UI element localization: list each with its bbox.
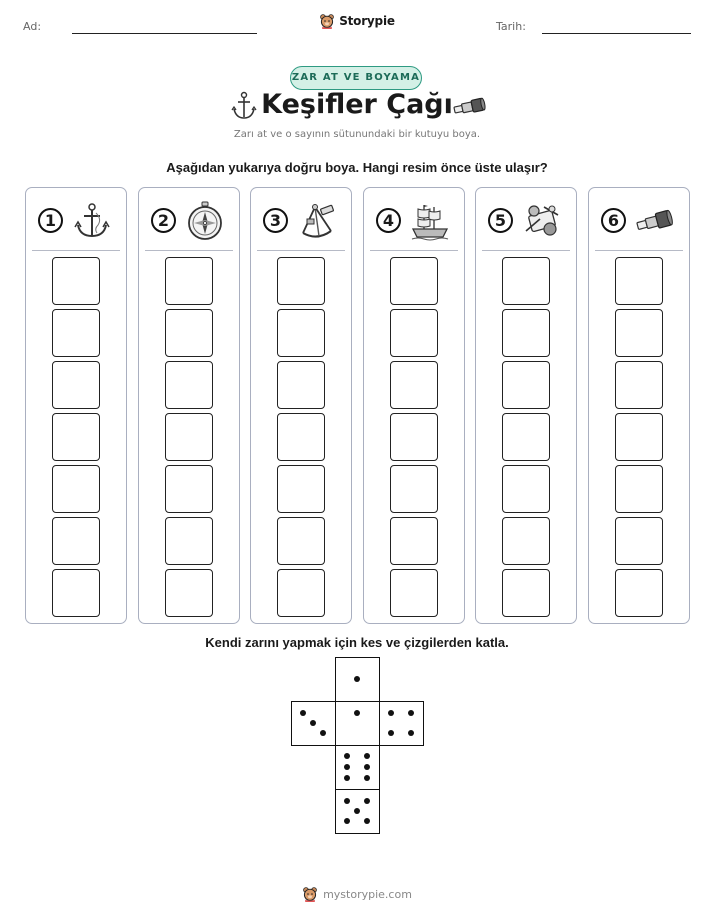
subtitle: Zarı at ve o sayının sütunundaki bir kutuyu boya. bbox=[233, 129, 481, 140]
spyglass-icon bbox=[635, 201, 675, 241]
pip bbox=[300, 710, 306, 716]
color-box[interactable] bbox=[165, 309, 213, 357]
column-6 bbox=[588, 187, 690, 624]
color-box[interactable] bbox=[615, 413, 663, 461]
die-face-1 bbox=[335, 657, 380, 702]
color-box[interactable] bbox=[615, 309, 663, 357]
die-face-4 bbox=[379, 701, 424, 746]
color-box[interactable] bbox=[390, 361, 438, 409]
color-box[interactable] bbox=[390, 309, 438, 357]
pip bbox=[364, 764, 370, 770]
color-box[interactable] bbox=[277, 413, 325, 461]
color-box[interactable] bbox=[390, 257, 438, 305]
color-box[interactable] bbox=[390, 569, 438, 617]
column-number: 2 bbox=[151, 208, 176, 233]
color-box[interactable] bbox=[615, 569, 663, 617]
column-1 bbox=[25, 187, 127, 624]
die-face-6 bbox=[335, 745, 380, 790]
pip bbox=[344, 775, 350, 781]
pip bbox=[354, 710, 360, 716]
pip bbox=[320, 730, 326, 736]
column-divider bbox=[482, 250, 570, 251]
ship-icon bbox=[410, 201, 450, 241]
color-box[interactable] bbox=[165, 465, 213, 513]
pip bbox=[344, 798, 350, 804]
color-box[interactable] bbox=[502, 465, 550, 513]
pip bbox=[364, 818, 370, 824]
pip bbox=[354, 808, 360, 814]
brand-name: Storypie bbox=[339, 14, 395, 28]
color-box[interactable] bbox=[52, 413, 100, 461]
compass-icon bbox=[185, 201, 225, 241]
column-2 bbox=[138, 187, 240, 624]
column-5 bbox=[475, 187, 577, 624]
color-box[interactable] bbox=[277, 361, 325, 409]
color-box[interactable] bbox=[277, 309, 325, 357]
die-face-5 bbox=[335, 789, 380, 834]
footer-url[interactable]: mystorypie.com bbox=[323, 887, 412, 901]
column-divider bbox=[595, 250, 683, 251]
color-box[interactable] bbox=[615, 517, 663, 565]
color-box[interactable] bbox=[165, 569, 213, 617]
brand-logo bbox=[0, 13, 714, 29]
pip bbox=[354, 676, 360, 682]
color-box[interactable] bbox=[52, 309, 100, 357]
pip bbox=[310, 720, 316, 726]
column-3 bbox=[250, 187, 352, 624]
color-box[interactable] bbox=[52, 361, 100, 409]
color-box[interactable] bbox=[390, 413, 438, 461]
color-box[interactable] bbox=[615, 361, 663, 409]
color-box[interactable] bbox=[52, 257, 100, 305]
pip bbox=[388, 730, 394, 736]
column-number: 1 bbox=[38, 208, 63, 233]
pip bbox=[364, 775, 370, 781]
date-label: Tarih: bbox=[496, 20, 526, 33]
column-number: 5 bbox=[488, 208, 513, 233]
color-box[interactable] bbox=[165, 413, 213, 461]
pip bbox=[344, 764, 350, 770]
color-box[interactable] bbox=[615, 257, 663, 305]
color-box[interactable] bbox=[52, 569, 100, 617]
page-title: Keşifler Çağı bbox=[261, 89, 453, 120]
spyglass-icon bbox=[452, 97, 486, 115]
color-box[interactable] bbox=[502, 309, 550, 357]
column-number: 4 bbox=[376, 208, 401, 233]
activity-tag: ZAR AT VE BOYAMA bbox=[290, 66, 422, 90]
instruction: Aşağıdan yukarıya doğru boya. Hangi resim önce üste ulaşır? bbox=[166, 160, 548, 175]
bear-mascot-icon bbox=[319, 13, 335, 29]
column-divider bbox=[145, 250, 233, 251]
color-box[interactable] bbox=[165, 517, 213, 565]
color-box[interactable] bbox=[502, 361, 550, 409]
sextant-icon bbox=[297, 201, 337, 241]
pip bbox=[344, 818, 350, 824]
pip bbox=[388, 710, 394, 716]
pip bbox=[408, 710, 414, 716]
color-box[interactable] bbox=[277, 465, 325, 513]
color-box[interactable] bbox=[502, 257, 550, 305]
anchor-icon bbox=[72, 201, 112, 241]
color-box[interactable] bbox=[277, 257, 325, 305]
pip bbox=[364, 798, 370, 804]
footer bbox=[0, 886, 714, 902]
color-box[interactable] bbox=[277, 569, 325, 617]
column-number: 6 bbox=[601, 208, 626, 233]
color-box[interactable] bbox=[277, 517, 325, 565]
map-tools-icon bbox=[522, 201, 562, 241]
pip bbox=[364, 753, 370, 759]
color-box[interactable] bbox=[165, 361, 213, 409]
color-box[interactable] bbox=[390, 517, 438, 565]
pip bbox=[408, 730, 414, 736]
color-box[interactable] bbox=[52, 517, 100, 565]
color-box[interactable] bbox=[502, 413, 550, 461]
dice-instruction: Kendi zarını yapmak için kes ve çizgilerden katla. bbox=[205, 635, 509, 650]
date-line[interactable] bbox=[542, 33, 691, 34]
column-divider bbox=[32, 250, 120, 251]
die-face-1 bbox=[335, 701, 380, 746]
color-box[interactable] bbox=[502, 517, 550, 565]
column-number: 3 bbox=[263, 208, 288, 233]
color-box[interactable] bbox=[52, 465, 100, 513]
die-face-3 bbox=[291, 701, 336, 746]
color-box[interactable] bbox=[390, 465, 438, 513]
name-line[interactable] bbox=[72, 33, 257, 34]
color-box[interactable] bbox=[615, 465, 663, 513]
column-divider bbox=[370, 250, 458, 251]
color-box[interactable] bbox=[502, 569, 550, 617]
column-4 bbox=[363, 187, 465, 624]
bear-mascot-icon bbox=[302, 886, 318, 902]
name-label: Ad: bbox=[23, 20, 42, 33]
column-divider bbox=[257, 250, 345, 251]
color-box[interactable] bbox=[165, 257, 213, 305]
pip bbox=[344, 753, 350, 759]
